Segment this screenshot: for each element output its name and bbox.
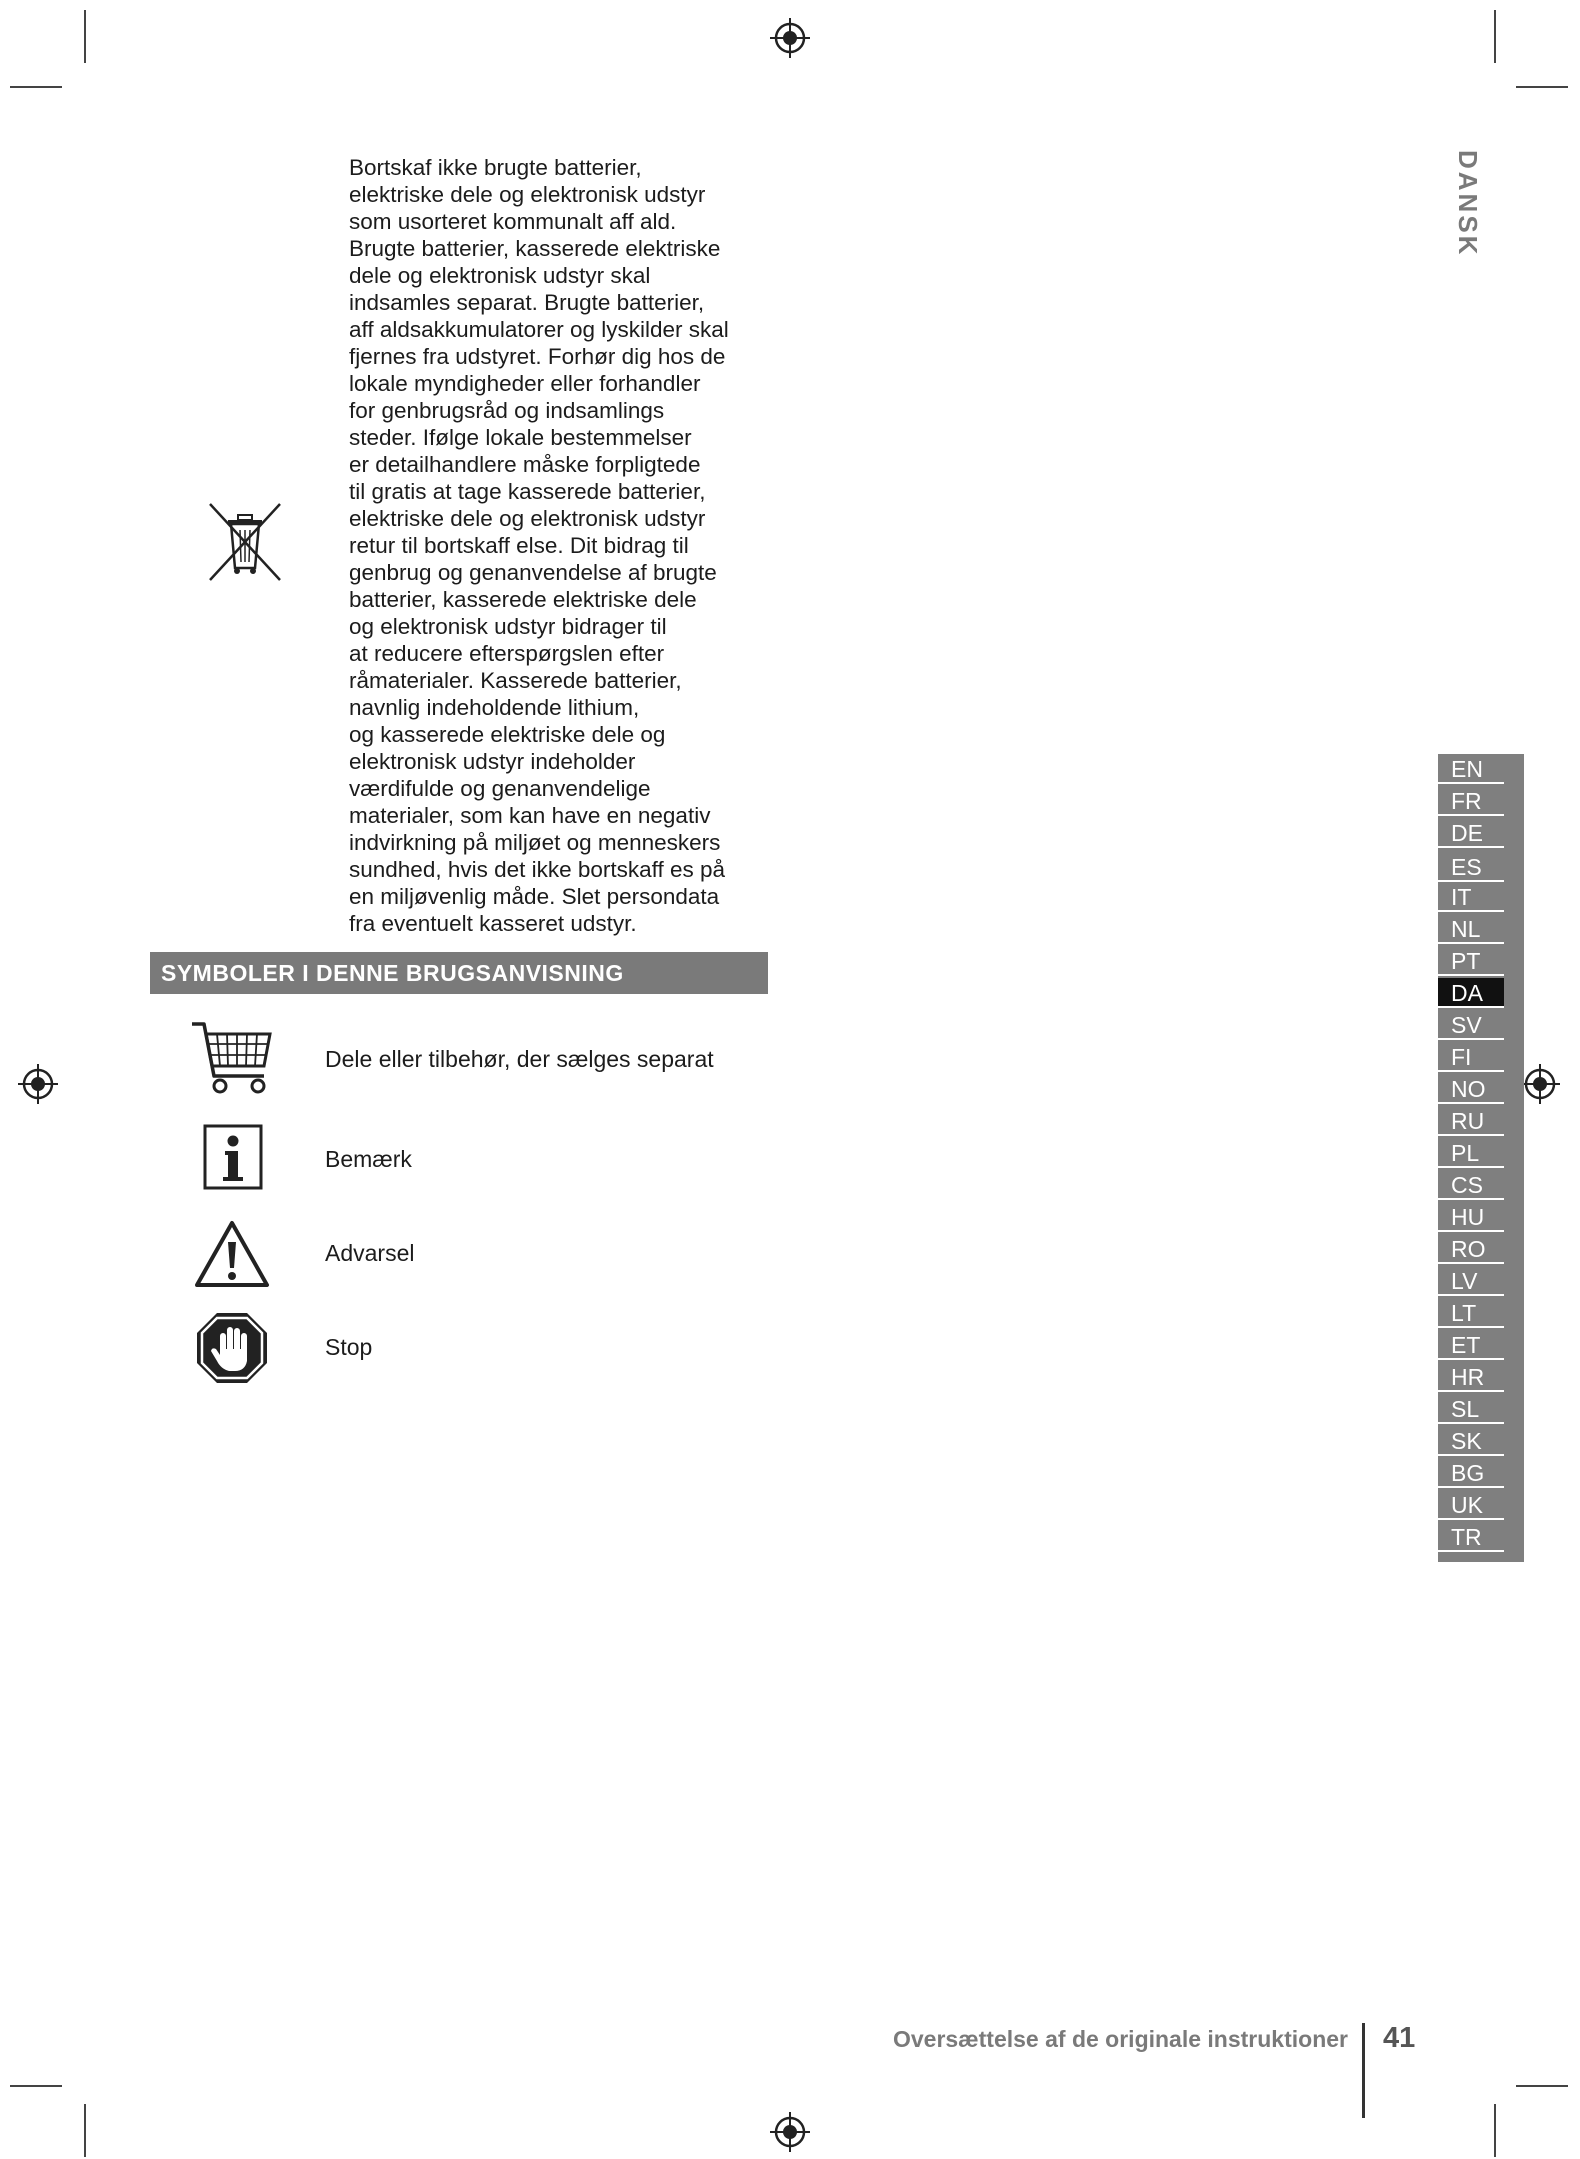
language-tab-et[interactable]: ET xyxy=(1438,1330,1504,1360)
paragraph-line: at reducere efterspørgslen efter xyxy=(349,641,665,666)
crop-mark xyxy=(84,10,86,63)
language-tab-pl[interactable]: PL xyxy=(1438,1138,1504,1168)
warning-icon xyxy=(194,1220,270,1288)
symbol-label-accessories: Dele eller tilbehør, der sælges separat xyxy=(325,1046,714,1072)
language-tab-nl[interactable]: NL xyxy=(1438,914,1504,944)
info-icon xyxy=(203,1124,263,1190)
registration-mark-icon xyxy=(768,16,812,60)
crop-mark xyxy=(1494,10,1496,63)
crop-mark xyxy=(1494,2104,1496,2157)
crop-mark xyxy=(84,2104,86,2157)
language-tab-fi[interactable]: FI xyxy=(1438,1042,1504,1072)
paragraph-line: elektriske dele og elektronisk udstyr xyxy=(349,182,706,207)
paragraph-line: sundhed, hvis det ikke bortskaff es på xyxy=(349,857,726,882)
language-tab-it[interactable]: IT xyxy=(1438,882,1504,912)
paragraph-line: til gratis at tage kasserede batterier, xyxy=(349,479,706,504)
crop-mark xyxy=(10,86,62,88)
paragraph-line: fjernes fra udstyret. Forhør dig hos de xyxy=(349,344,726,369)
language-side-tab: DANSK xyxy=(1453,150,1483,258)
paragraph-line: indvirkning på miljøet og menneskers xyxy=(349,830,721,855)
registration-mark-icon xyxy=(16,1062,60,1106)
paragraph-line: genbrug og genanvendelse af brugte xyxy=(349,560,717,585)
page-number: 41 xyxy=(1383,2022,1416,2054)
paragraph-line: dele og elektronisk udstyr skal xyxy=(349,263,651,288)
language-tab-lt[interactable]: LT xyxy=(1438,1298,1504,1328)
language-tab-hr[interactable]: HR xyxy=(1438,1362,1504,1392)
shopping-cart-icon xyxy=(190,1018,274,1096)
symbol-label-note: Bemærk xyxy=(325,1146,412,1172)
language-tab-hu[interactable]: HU xyxy=(1438,1202,1504,1232)
disposal-paragraph xyxy=(349,154,769,937)
language-tab-ro[interactable]: RO xyxy=(1438,1234,1504,1264)
paragraph-line: indsamles separat. Brugte batterier, xyxy=(349,290,705,315)
paragraph-line: og kasserede elektriske dele og xyxy=(349,722,666,747)
language-tab-no[interactable]: NO xyxy=(1438,1074,1504,1104)
language-tab-lv[interactable]: LV xyxy=(1438,1266,1504,1296)
symbol-label-warning: Advarsel xyxy=(325,1240,415,1266)
section-header-symbols: SYMBOLER I DENNE BRUGSANVISNING xyxy=(150,952,768,994)
paragraph-line: for genbrugsråd og indsamlings xyxy=(349,398,665,423)
paragraph-line: værdifulde og genanvendelige xyxy=(349,776,651,801)
symbol-label-stop: Stop xyxy=(325,1334,373,1360)
language-tab-uk[interactable]: UK xyxy=(1438,1490,1504,1520)
language-tab-en[interactable]: EN xyxy=(1438,754,1504,784)
paragraph-line: og elektronisk udstyr bidrager til xyxy=(349,614,667,639)
language-tab-bg[interactable]: BG xyxy=(1438,1458,1504,1488)
footer-caption: Oversættelse af de originale instruktioner xyxy=(892,2026,1348,2052)
language-tab-ru[interactable]: RU xyxy=(1438,1106,1504,1136)
language-tab-de[interactable]: DE xyxy=(1438,818,1504,848)
language-tab-sk[interactable]: SK xyxy=(1438,1426,1504,1456)
paragraph-line: råmaterialer. Kasserede batterier, xyxy=(349,668,682,693)
crop-mark xyxy=(1516,86,1568,88)
paragraph-line: fra eventuelt kasseret udstyr. xyxy=(349,911,637,936)
language-tab-da[interactable]: DA xyxy=(1438,978,1504,1008)
paragraph-line: retur til bortskaff else. Dit bidrag til xyxy=(349,533,689,558)
language-tab-pt[interactable]: PT xyxy=(1438,946,1504,976)
paragraph-line: Brugte batterier, kasserede elektriske xyxy=(349,236,721,261)
language-tab-fr[interactable]: FR xyxy=(1438,786,1504,816)
language-tab-es[interactable]: ES xyxy=(1438,852,1504,882)
language-tab-tr[interactable]: TR xyxy=(1438,1522,1504,1552)
registration-mark-icon xyxy=(1518,1062,1562,1106)
language-tab-sl[interactable]: SL xyxy=(1438,1394,1504,1424)
footer-divider xyxy=(1362,2023,1365,2118)
paragraph-line: som usorteret kommunalt aff ald. xyxy=(349,209,677,234)
paragraph-line: elektronisk udstyr indeholder xyxy=(349,749,636,774)
paragraph-line: materialer, som kan have en negativ xyxy=(349,803,711,828)
paragraph-line: lokale myndigheder eller forhandler xyxy=(349,371,701,396)
crossed-bin-icon xyxy=(204,500,286,584)
paragraph-line: Bortskaf ikke brugte batterier, xyxy=(349,155,642,180)
paragraph-line: batterier, kasserede elektriske dele xyxy=(349,587,697,612)
language-tab-sv[interactable]: SV xyxy=(1438,1010,1504,1040)
crop-mark xyxy=(10,2085,62,2087)
crop-mark xyxy=(1516,2085,1568,2087)
paragraph-line: navnlig indeholdende lithium, xyxy=(349,695,640,720)
paragraph-line: en miljøvenlig måde. Slet persondata xyxy=(349,884,720,909)
paragraph-line: steder. Ifølge lokale bestemmelser xyxy=(349,425,692,450)
paragraph-line: elektriske dele og elektronisk udstyr xyxy=(349,506,706,531)
paragraph-line: aff aldsakkumulatorer og lyskilder skal xyxy=(349,317,729,342)
registration-mark-icon xyxy=(768,2110,812,2154)
paragraph-line: er detailhandlere måske forpligtede xyxy=(349,452,701,477)
language-tab-cs[interactable]: CS xyxy=(1438,1170,1504,1200)
stop-hand-icon xyxy=(195,1311,269,1385)
